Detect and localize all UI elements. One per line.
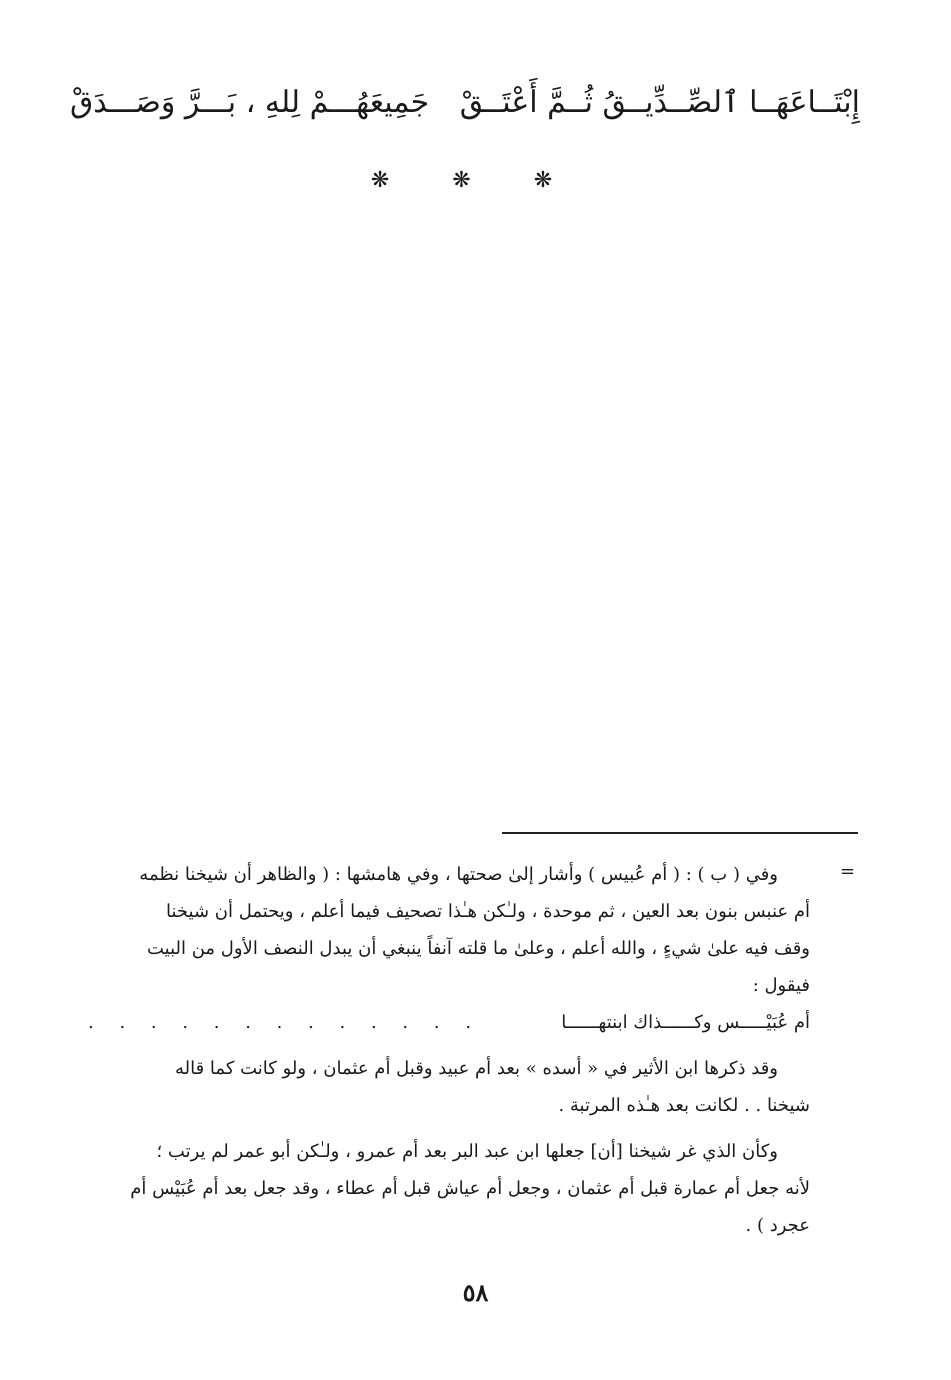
poem-verse: [70, 68, 860, 138]
verse-first-hemistich: إِبْتَــاعَهَــا ٱلصِّــدِّيــقُ ثُــمَّ أَعْتَــقْ: [459, 85, 860, 120]
footnote-continuation-marker: =: [840, 861, 856, 882]
footnote-line: وقف فيه علىٰ شيءٍ ، والله أعلم ، وعلىٰ ما قلته آنفاً ينبغي أن يبدل النصف الأول من البيت: [146, 938, 810, 959]
footnote-divider: [502, 832, 858, 834]
footnote-verse-text: أم عُبَيْـــــس وكــــــذاك ابنتهــــــا: [561, 1012, 810, 1033]
footnote-line: عجرد ) .: [745, 1215, 810, 1236]
footnote-verse-ellipsis: . . . . . . . . . . . . .: [88, 1012, 482, 1033]
section-separator: ❋ ❋ ❋: [370, 168, 581, 193]
verse-second-hemistich: جَمِيعَهُـــمْ لِلهِ ، بَـــرَّ وَصَـــدَقْ: [70, 85, 430, 120]
footnote-verse: [88, 1004, 810, 1041]
footnote-line: شيخنا . . لكانت بعد هـٰذه المرتبة .: [558, 1095, 810, 1116]
footnote-line: أم عنبس بنون بعد العين ، ثم موحدة ، ولـٰكن هـٰذا تصحيف فيما أعلم ، ويحتمل أن شيخنا: [165, 901, 810, 922]
footnote-line: فيقول :: [752, 975, 810, 996]
footnote-line: لأنه جعل أم عمارة قبل أم عثمان ، وجعل أم عياش قبل أم عطاء ، وقد جعل بعد أم عُبَيْس أم: [130, 1178, 810, 1199]
footnote-line: وقد ذكرها ابن الأثير في « أسده » بعد أم عبيد وقبل أم عثمان ، ولو كانت كما قاله: [174, 1058, 778, 1079]
footnote-line: وكأن الذي غر شيخنا [أن] جعلها ابن عبد البر بعد أم عمرو ، ولـٰكن أبو عمر لم يرتب ؛: [156, 1141, 778, 1162]
footnote: [88, 856, 810, 1244]
page-number: ٥٨: [462, 1278, 489, 1307]
footnote-line: وفي ( ب ) : ( أم عُبيس ) وأشار إلىٰ صحتها ، وفي هامشها : ( والظاهر أن شيخنا نظمه: [139, 864, 778, 885]
